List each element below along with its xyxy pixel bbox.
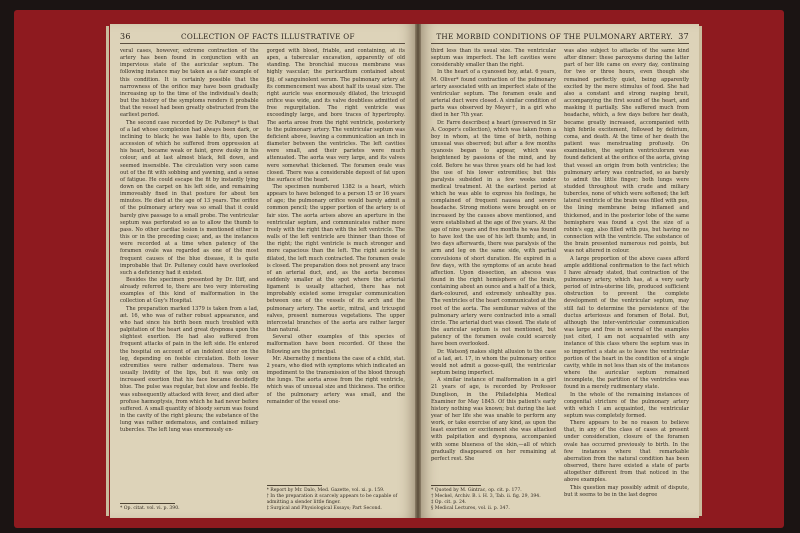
- paragraph: Besides the specimen presented by Dr. Iliff, and already referred to, there are two very interesting examples of this kind of malformation in the collection at Guy's Hospital.: [120, 277, 259, 305]
- footnote: † Meckel, Archiv. B. i. H. 3, Tab. ii. fig. 29, 394.: [431, 493, 541, 499]
- right-col-2: [564, 48, 689, 512]
- footnote: § Medical Lectures, vol. ii. p. 347.: [431, 505, 510, 511]
- paragraph: gorged with blood, friable, and containing, at its apex, a tubercular excavation, apparently of old standing. The bronchial mucous membrane was highly vascular; the pericardium contained about ℥iij. of sanguinolent serum. The pulmonary artery at its commencement was about half its usual size. The right auricle was enormously dilated, the tricuspid orifice was wide, and its valve doubtless admitted of free regurgitation. The right ventricle was exceedingly large, and bore traces of hypertrophy. The aorta arose from the right ventricle, posteriorly to the pulmonary artery. The ventricular septum was deficient above, leaving a communication an inch in diameter between the ventricles. The left cavities were small, and their parietes were much attenuated. The aorta was very large, and its valves were somewhat thickened. The foramen ovale was closed. There was a considerable deposit of fat upon the surface of the heart.: [266, 48, 405, 183]
- paragraph: There appears to be no reason to believe that, in any of the class of cases at present under consideration, closure of the foramen ovale has occurred previously to birth. In the few instances where that remarkable aberration from the natural condition has been observed, there have existed a state of parts altogether different from that noticed in the above examples.: [564, 420, 689, 484]
- paragraph: A similar instance of malformation in a girl 21 years of age, is recorded by Professor Dunglison, in the Philadelphia Medical Examiner for May 1845. Of this patient's early history nothing was known; but during the last year of her life she was unable to perform any work, or take exercise of any kind, as upon the least exertion or excitement she was attacked with palpitation and dyspnœa, accompanied with some blueness of the skin,—all of which gradually disappeared on her remaining at perfect rest. She: [431, 377, 556, 462]
- footnote: * Report by Mr. Dalo, Med. Gazette, vol. xi. p. 159.: [266, 487, 385, 493]
- footnote-separator: [267, 485, 322, 486]
- left-columns: [120, 48, 405, 512]
- footnote: * Op. citat. vol. vi. p. 390.: [120, 505, 180, 511]
- paragraph: In the heart of a cyanosed boy, ætat. 6 years, M. Oliver* found contraction of the pulmonary artery associated with an imperfect state of the ventricular septum. The foramen ovale and arterial duct were closed. A similar condition of parts was observed by Meyer†, in a girl who died in her 7th year.: [431, 69, 556, 119]
- paragraph: Dr. Farre describes‡ a heart (preserved in Sir A. Cooper's collection), which was taken from a boy in whom, at the time of birth, nothing unusual was observed; but after a few months cyanosis began to appear, which was heightened by passions of the mind, and by cold. Before he was three years old he had lost the use of his lower extremities; but this paralysis subsided in a few weeks under medical treatment. At the earliest period at which he was able to express his feelings, he complained of frequent nausea and severe headache. Strong motions were brought on or increased by the causes above mentioned, and were established at the age of five years. At the age of nine years and five months he was found to have lost the use of his left thumb; and, in two days afterwards, there was paralysis of the arm and leg on the same side, with partial convulsions of short duration. He expired in a few days, with the symptoms of an acute head affection. Upon dissection, an abscess was found in the right hemisphere of the brain, containing about an ounce and a half of a thick, dark-coloured, and extremely unhealthy pus. The ventricles of the heart communicated at the root of the aorta. The semilunar valves of the pulmonary artery were contracted into a small circle. The arterial duct was closed. The state of the auricular septum is not mentioned, but patency of the foramen ovale could scarcely have been overlooked.: [431, 119, 556, 348]
- footnote: ‡ Op. cit. p. 24.: [431, 499, 467, 505]
- left-page-number: 36: [120, 31, 131, 41]
- right-page: [421, 24, 699, 518]
- footnotes: [267, 485, 406, 512]
- right-col-1: [431, 48, 556, 512]
- page-edges-left: [106, 26, 109, 516]
- footnotes: [120, 503, 259, 512]
- paragraph: The specimen numbered 1382 is a heart, which appears to have belonged to a person 15 or 16 years of age; the pulmonary orifice would barely admit a common pencil; the upper portion of the artery is of fair size. The aorta arises above an aperture in the ventricular septum, and communicates rather more freely with the right than with the left ventricle. The walls of the left ventricle are thinner than those of the right; the right ventricle is much stronger and more capacious than the left. The right auricle is dilated, the left much contracted. The foramen ovale is closed. The preparation does not present any trace of an arterial duct, and, as the aorta becomes suddenly smaller at the spot where the arterial ligament is usually attached, there has not improbably existed some irregular communication between one of the vessels of its arch and the pulmonary artery. The aortic, mitral, and tricuspid valves, present numerous vegetations. The upper intercostal branches of the aorta are rather larger than natural.: [266, 183, 405, 334]
- left-page: [110, 24, 415, 518]
- paragraph: was also subject to attacks of the same kind after dinner: these paroxysms during the latter part of her life came on every day, continuing for two or three hours, even though she remained perfectly quiet, being apparently excited by the mere stimulus of food. She had also a constant and strong rasping bruit, accompanying the first sound of the heart, and masking it partially. She suffered much from headache, which, a few days before her death, became greatly increased, accompanied with high febrile excitement, followed by delirium, coma, and death. At the time of her death the patient was menstruating profusely. On examination, the septum ventriculorum was found deficient at the orifice of the aorta, giving that vessel an origin from both ventricles; the pulmonary artery was contracted, so as barely to admit the little finger; both lungs were studded throughout with crude and miliary tubercles, none of which were softened; the left lateral ventricle of the brain was filled with pus, the lining membrane being inflamed and thickened, and in the posterior lobe of the same hemisphere was found a cyst the size of a robin's egg, also filled with pus, but having no connection with the ventricle. The substance of the brain presented numerous red points, but was not altered in colour.: [564, 48, 689, 255]
- paragraph: A large proportion of the above cases afford ample additional confirmation to the fact which I have already stated, that contraction of the pulmonary artery, which has, at a very early period of intra-uterine life, produced sufficient obstruction to prevent the complete development of the ventricular septum, may still fail to determine the persistence of the ductus arteriosus and foramen of Botal. But, although the inter-ventricular communication was large and free in several of the examples just cited, I am not acquainted with any instance of this class where the septum was in so imperfect a state as to leave the ventricular portion of the heart in the condition of a single cavity, while in not less than six of the instances where the auricular septum remained incomplete, the partition of the ventricles was found in a merely rudimentary state.: [564, 255, 689, 391]
- right-running-title: THE MORBID CONDITIONS OF THE PULMONARY ARTERY.: [436, 31, 673, 41]
- paragraph: third less than its usual size. The ventricular septum was imperfect. The left cavities were considerably smaller than the right.: [431, 48, 556, 69]
- left-running-head: [120, 30, 405, 42]
- right-columns: [431, 48, 689, 512]
- footnote-separator: [431, 485, 481, 486]
- paragraph: This question may possibly admit of dispute, but it seems to be in the last degree: [564, 484, 689, 498]
- paragraph: veral cases, however, extreme contraction of the artery has been found in conjunction with an impervious state of the auricular septum. The following instance may be taken as a fair example of this condition. It is certainly possible that the narrowness of the orifice may have been gradually increasing up to the time of the individual's death; but the history of the symptoms renders it probable that the vessel had been greatly obstructed from the earliest period.: [120, 48, 259, 119]
- left-col-1: [120, 48, 259, 512]
- page-edges-right: [699, 26, 702, 516]
- right-running-head: [431, 30, 689, 42]
- left-running-title: COLLECTION OF FACTS ILLUSTRATIVE OF: [181, 31, 355, 41]
- right-page-number: 37: [678, 31, 689, 41]
- right-head-rule: [431, 43, 689, 44]
- left-head-rule: [120, 43, 405, 44]
- book-cover: [14, 10, 784, 528]
- paragraph: In the whole of the remaining instances of congenital stricture of the pulmonary artery with which I am acquainted, the ventricular septum was completely formed.: [564, 391, 689, 419]
- paragraph: Dr. Watson§ makes slight allusion to the case of a lad, æt. 17, in whom the pulmonary orifice would not admit a goose-quill, the ventricular septum being imperfect.: [431, 348, 556, 377]
- footnote-separator: [120, 503, 175, 504]
- footnote: † In the preparation it scarcely appears to be capable of admitting a slender little finger.: [266, 493, 398, 505]
- paragraph: Several other examples of this species of malformation have been recorded. Of these the following are the principal.: [266, 334, 405, 355]
- paragraph: Mr. Abernethy ‡ mentions the case of a child, stat. 2 years, who died with symptoms which indicated an impediment to the transmission of the blood through the lungs. The aorta arose from the right ventricle, which was of unusual size and thickness. The orifice of the pulmonary artery was small, and the remainder of the vessel one-: [266, 355, 405, 405]
- footnotes: [431, 485, 556, 512]
- footnote: ‡ Surgical and Physiological Essays; Part Second.: [266, 505, 382, 511]
- paragraph: The second case recorded by Dr. Pulteney* is that of a lad whose complexion had always been dark, or inclining to black; he was liable to fits, upon the accession of which he suffered from oppression at his heart, became weak or faint, grew dusky in his colour, and at last almost black, fell down, and seemed insensible. The circulation very soon came out of the fit with sobbing and yawning, and a sense of fatigue. He could escape the fit by instantly lying down on the carpet on his left side, and remaining immoveably fixed in that posture for about ten minutes. He died at the age of 13 years. The orifice of the pulmonary artery was so small that it could barely give passage to a small probe. The ventricular septum was perforated so as to allow the thumb to pass. No other cardiac lesion is mentioned either in this or in the preceding case; and, as the instances were recorded at a time when patency of the foramen ovale was regarded as one of the most frequent causes of the blue disease, it is quite improbable that Dr. Pulteney could have overlooked such a deficiency had it existed.: [120, 119, 259, 276]
- footnote: * Quoted by M. Gintrac, op. cit. p. 177.: [431, 487, 522, 493]
- left-col-2: [267, 48, 406, 512]
- paragraph: The preparation marked 1379 is taken from a lad, æt. 16, who was of rather robust appearance, and who had since his birth been much troubled with palpitation of the heart and great dyspnœa upon the slightest exertion. He had also suffered from frequent attacks of pain in the left side. He entered the hospital on account of an indolent ulcer on the leg, depending on feeble circulation. Both lower extremities were rather œdematous. There was usually lividity of the lips, but it was only on increased exertion that his face became decidedly blue. The pulse was regular, but slow and feeble. He was subsequently attacked with fever, and died after profuse hæmoptysis, from which he had never before suffered. A small quantity of bloody serum was found in the cavity of the right pleura; the substance of the lung was rather œdematous, and contained miliary tubercles. The left lung was enormously en-: [120, 305, 259, 434]
